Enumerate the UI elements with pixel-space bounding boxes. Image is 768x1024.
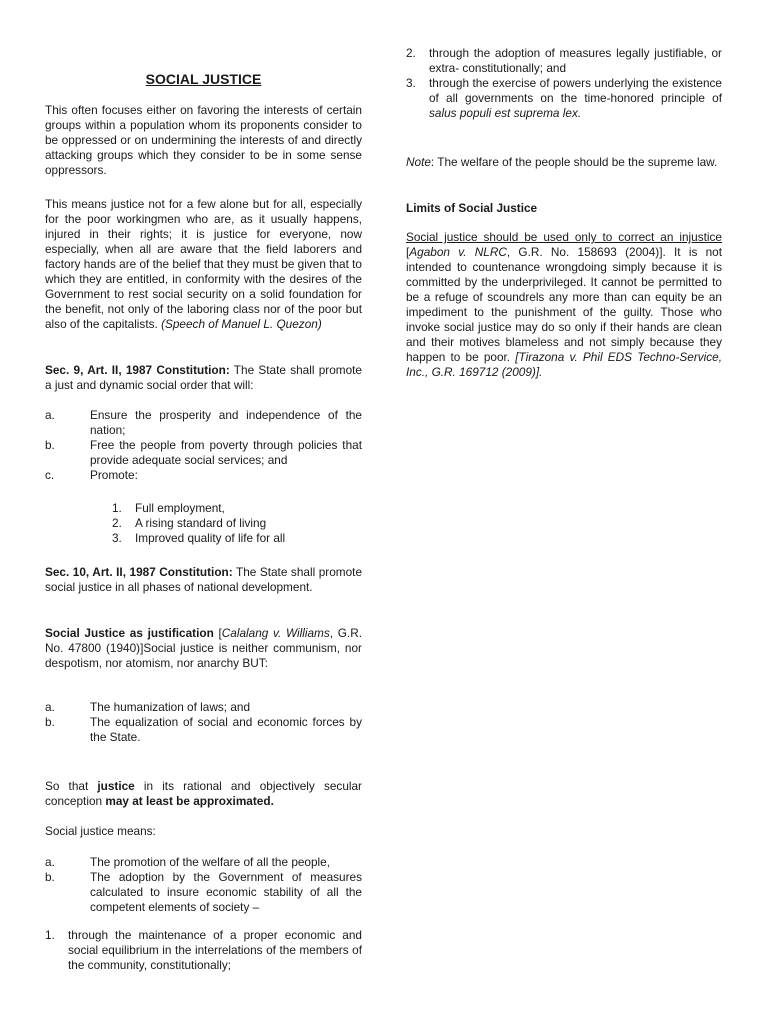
justification-list: [45, 700, 362, 745]
through-list-left: [45, 928, 362, 973]
list-item: b. The adoption by the Government of measures calculated to insure economic stability of all the competent elements of society –: [45, 870, 362, 914]
justification-heading: Social Justice as justification: [45, 626, 214, 640]
list-item: 2. through the adoption of measures legally justifiable, or extra- constitutionally; and: [406, 46, 722, 75]
sec9-paragraph: [45, 363, 362, 393]
list-item: 1. through the maintenance of a proper economic and social equilibrium in the interrelations of the members of the community, constitutionally;: [45, 928, 362, 972]
case-citation: Calalang v. Williams: [221, 626, 330, 640]
quezon-text: This means justice not for a few alone but for all, especially for the poor workingmen who are, as it usually happens, injured in their rights; it is justice for everyone, now especially, when all are aware that the field laborers and factory hands are of the belief that they must be given that to which they are entitled, in conformity with the desires of the Government to rest social security on a solid foundation for the benefit, not only of the laboring class nor of the poor but also of the capitalists.: [45, 197, 362, 331]
document-title: SOCIAL JUSTICE: [145, 71, 262, 87]
sec10-text: The State shall promote social justice in all phases of national development.: [45, 565, 363, 594]
means-heading: Social justice means:: [45, 824, 156, 838]
list-item: 1. Full employment,: [112, 501, 225, 515]
sec10-heading: Sec. 10, Art. II, 1987 Constitution:: [45, 565, 233, 579]
tirazona-citation: [Tirazona v. Phil EDS Techno-Service, Inc., G.R. 169712 (2009)].: [406, 350, 722, 379]
list-item: b. The equalization of social and economic forces by the State.: [45, 715, 362, 744]
list-item: c. Promote:: [45, 468, 138, 482]
list-item: a. Ensure the prosperity and independence of the nation;: [45, 408, 362, 437]
limits-heading: Limits of Social Justice: [406, 201, 538, 215]
sec9-heading: Sec. 9, Art. II, 1987 Constitution:: [45, 363, 230, 377]
sec10-paragraph: [45, 565, 362, 595]
list-item: 2. A rising standard of living: [112, 516, 267, 530]
list-item: b. Free the people from poverty through policies that provide adequate social services; and: [45, 438, 362, 467]
list-item: a. The promotion of the welfare of all the people,: [45, 855, 331, 869]
note-paragraph: Note: The welfare of the people should be the supreme law.: [406, 155, 718, 169]
justification-paragraph: Social Justice as justification [Calalang v. Williams, G.R. No. 47800 (1940)]Social justice is neither communism, nor despotism, nor atomism, nor anarchy BUT:: [45, 626, 362, 670]
through-list-right: [406, 46, 722, 121]
limits-underlined: Social justice should be used only to correct an injustice: [406, 230, 722, 244]
promote-list: [112, 501, 362, 546]
limits-paragraph: Social justice should be used only to correct an injustice [Agabon v. NLRC, G.R. No. 158693 (2004)]. It is not intended to countenance wrongdoing simply because it is committed by the underprivileged. It cannot be permitted to be a refuge of scoundrels any more than can equity be an impediment to the punishment of the guilty. Those who invoke social justice may do so only if their hands are clean and their motives blameless and not simply because they happen to be poor. [Tirazona v. Phil EDS Techno-Service, Inc., G.R. 169712 (2009)].: [406, 230, 722, 379]
list-item: 3. through the exercise of powers underlying the existence of all governments on the time-honored principle of salus populi est suprema lex.: [406, 76, 722, 120]
means-list: [45, 855, 362, 915]
quezon-citation: (Speech of Manuel L. Quezon): [161, 317, 322, 331]
quezon-paragraph: [45, 197, 362, 332]
latin-maxim: salus populi est suprema lex.: [429, 106, 582, 120]
note-label: Note: [406, 155, 431, 169]
sec9-list: [45, 408, 362, 483]
intro-paragraph: This often focuses either on favoring the interests of certain groups within a population whom its proponents consider to be oppressed or on undermining the interests of and directly attacking groups which they consider to be in some sense oppressors.: [45, 103, 362, 177]
sec9-text: The State shall promote a just and dynamic social order that will:: [45, 363, 362, 392]
case-citation: Agabon v. NLRC: [409, 245, 507, 259]
list-item: a. The humanization of laws; and: [45, 700, 251, 714]
approximation-paragraph: So that justice in its rational and objectively secular conception may at least be approximated.: [45, 779, 362, 808]
list-item: 3. Improved quality of life for all: [112, 531, 286, 545]
